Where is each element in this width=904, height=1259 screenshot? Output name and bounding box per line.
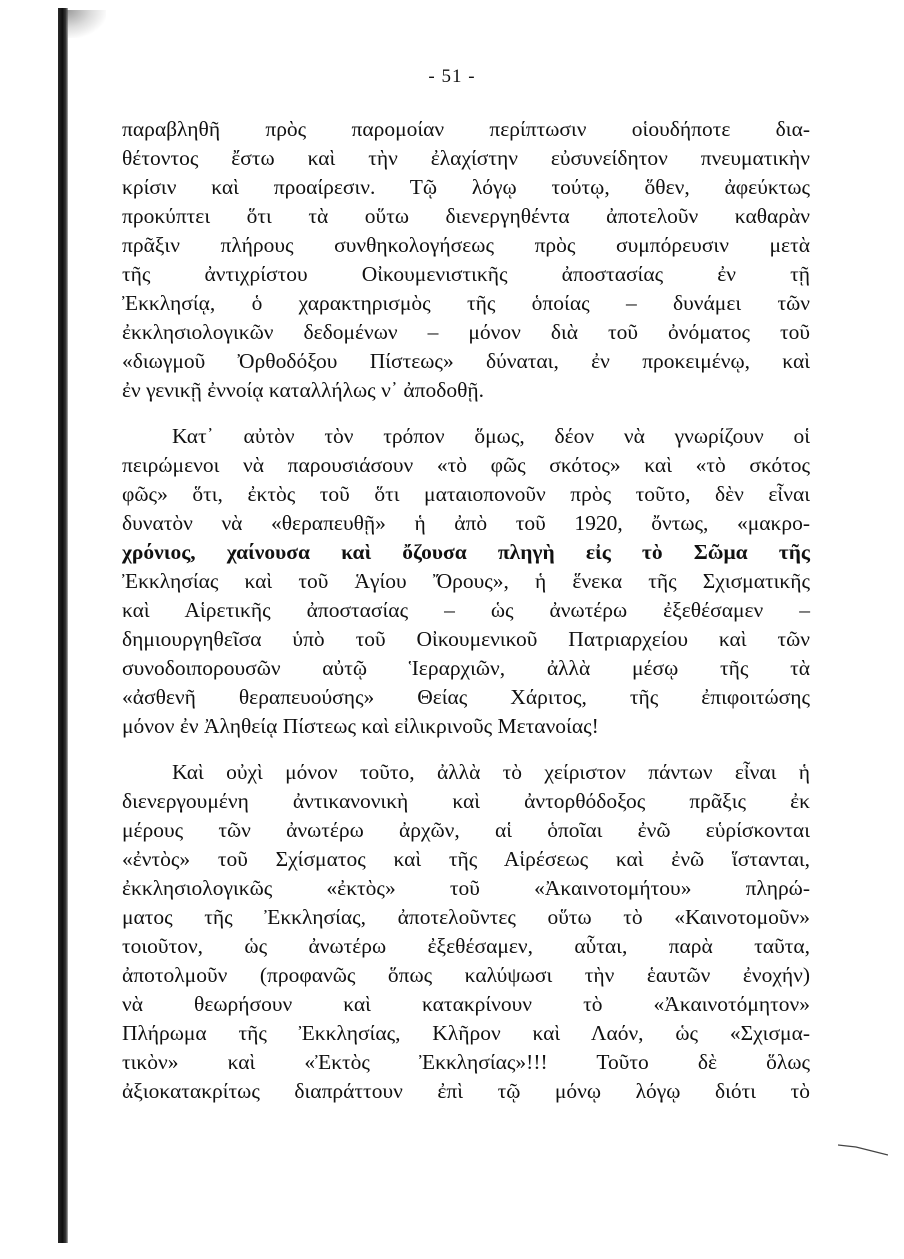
text-line: Πλήρωμα τῆς Ἐκκλησίας, Κλῆρον καὶ Λαόν, ὡς «Σχισμα- xyxy=(122,1021,810,1045)
paragraph-1 xyxy=(122,115,810,405)
text-line: συνοδοιπορουσῶν αὐτῷ Ἱεραρχιῶν, ἀλλὰ μέσῳ τῆς τὰ xyxy=(122,656,810,680)
text-line: Κατ᾽ αὐτὸν τὸν τρόπον ὅμως, δέον νὰ γνωρίζουν οἱ xyxy=(172,424,810,448)
text-line: Καὶ οὐχὶ μόνον τοῦτο, ἀλλὰ τὸ χείριστον πάντων εἶναι ἡ xyxy=(172,760,810,784)
scan-smudge xyxy=(66,10,106,38)
text-line: μέρους τῶν ἀνωτέρω ἀρχῶν, αἱ ὁποῖαι ἐνῶ εὑρίσκονται xyxy=(122,818,810,842)
text-line: διενεργουμένη ἀντικανονικὴ καὶ ἀντορθόδοξος πρᾶξις ἐκ xyxy=(122,789,810,813)
page-number: - 51 - xyxy=(428,66,476,87)
text-line: «διωγμοῦ Ὀρθοδόξου Πίστεως» δύναται, ἐν προκειμένῳ, καὶ xyxy=(122,349,810,373)
text-line: πειρώμενοι νὰ παρουσιάσουν «τὸ φῶς σκότος» καὶ «τὸ σκότος xyxy=(122,453,810,477)
paragraph-gap xyxy=(122,405,810,422)
text-line: τῆς ἀντιχρίστου Οἰκουμενιστικῆς ἀποστασίας ἐν τῇ xyxy=(122,262,810,286)
text-line: ἀξιοκατακρίτως διαπράττουν ἐπὶ τῷ μόνῳ λόγῳ διότι τὸ xyxy=(122,1079,810,1103)
text-line: Ἐκκλησίᾳ, ὁ χαρακτηρισμὸς τῆς ὁποίας – δυνάμει τῶν xyxy=(122,291,810,315)
paragraph-2 xyxy=(122,422,810,741)
text-line: πρᾶξιν πλήρους συνθηκολογήσεως πρὸς συμπόρευσιν μετὰ xyxy=(122,233,810,257)
binding-edge-shadow xyxy=(58,8,68,1243)
text-line: ἐν γενικῇ ἐννοίᾳ καταλλήλως ν᾽ ἀποδοθῇ. xyxy=(122,378,484,402)
text-line: ἀποτολμοῦν (προφανῶς ὅπως καλύψωσι τὴν ἑαυτῶν ἐνοχήν) xyxy=(122,963,810,987)
text-line: Ἐκκλησίας καὶ τοῦ Ἁγίου Ὄρους», ἡ ἕνεκα τῆς Σχισματικῆς xyxy=(122,569,810,593)
margin-pen-mark xyxy=(838,1143,888,1157)
text-line: φῶς» ὅτι, ἐκτὸς τοῦ ὅτι ματαιοπονοῦν πρὸς τοῦτο, δὲν εἶναι xyxy=(122,482,810,506)
text-line: δημιουργηθεῖσα ὑπὸ τοῦ Οἰκουμενικοῦ Πατριαρχείου καὶ τῶν xyxy=(122,627,810,651)
text-line: «ἀσθενῆ θεραπευούσης» Θείας Χάριτος, τῆς ἐπιφοιτώσης xyxy=(122,685,810,709)
text-line: ἐκκλησιολογικῶς «ἐκτὸς» τοῦ «Ἀκαινοτομήτου» πληρώ- xyxy=(122,876,810,900)
text-line: καὶ Αἱρετικῆς ἀποστασίας – ὡς ἀνωτέρω ἐξεθέσαμεν – xyxy=(122,598,810,622)
text-line: τικὸν» καὶ «Ἐκτὸς Ἐκκλησίας»!!! Τοῦτο δὲ ὅλως xyxy=(122,1050,810,1074)
paragraph-3 xyxy=(122,758,810,1106)
text-line: δυνατὸν νὰ «θεραπευθῇ» ἡ ἀπὸ τοῦ 1920, ὄντως, «μακρο- xyxy=(122,511,810,535)
paragraph-gap xyxy=(122,741,810,758)
text-line: παραβληθῆ πρὸς παρομοίαν περίπτωσιν οἱουδήποτε δια- xyxy=(122,117,810,141)
text-line: μόνον ἐν Ἀληθείᾳ Πίστεως καὶ εἰλικρινοῦς Μετανοίας! xyxy=(122,714,599,738)
text-line: ματος τῆς Ἐκκλησίας, ἀποτελοῦντες οὕτω τὸ «Καινοτομοῦν» xyxy=(122,905,810,929)
text-line: κρίσιν καὶ προαίρεσιν. Τῷ λόγῳ τούτῳ, ὅθεν, ἀφεύκτως xyxy=(122,175,810,199)
text-line: θέτοντος ἔστω καὶ τὴν ἐλαχίστην εὐσυνείδητον πνευματικὴν xyxy=(122,146,810,170)
text-line-bold: χρόνιος, χαίνουσα καὶ ὄζουσα πληγὴ εἰς τὸ Σῶμα τῆς xyxy=(122,540,810,564)
text-line: νὰ θεωρήσουν καὶ κατακρίνουν τὸ «Ἀκαινοτόμητον» xyxy=(122,992,810,1016)
text-line: ἐκκλησιολογικῶν δεδομένων – μόνον διὰ τοῦ ὀνόματος τοῦ xyxy=(122,320,810,344)
text-line: «ἐντὸς» τοῦ Σχίσματος καὶ τῆς Αἱρέσεως καὶ ἐνῶ ἵστανται, xyxy=(122,847,810,871)
text-line: τοιοῦτον, ὡς ἀνωτέρω ἐξεθέσαμεν, αὗται, παρὰ ταῦτα, xyxy=(122,934,810,958)
text-line: προκύπτει ὅτι τὰ οὕτω διενεργηθέντα ἀποτελοῦν καθαρὰν xyxy=(122,204,810,228)
body-text xyxy=(122,115,810,1106)
